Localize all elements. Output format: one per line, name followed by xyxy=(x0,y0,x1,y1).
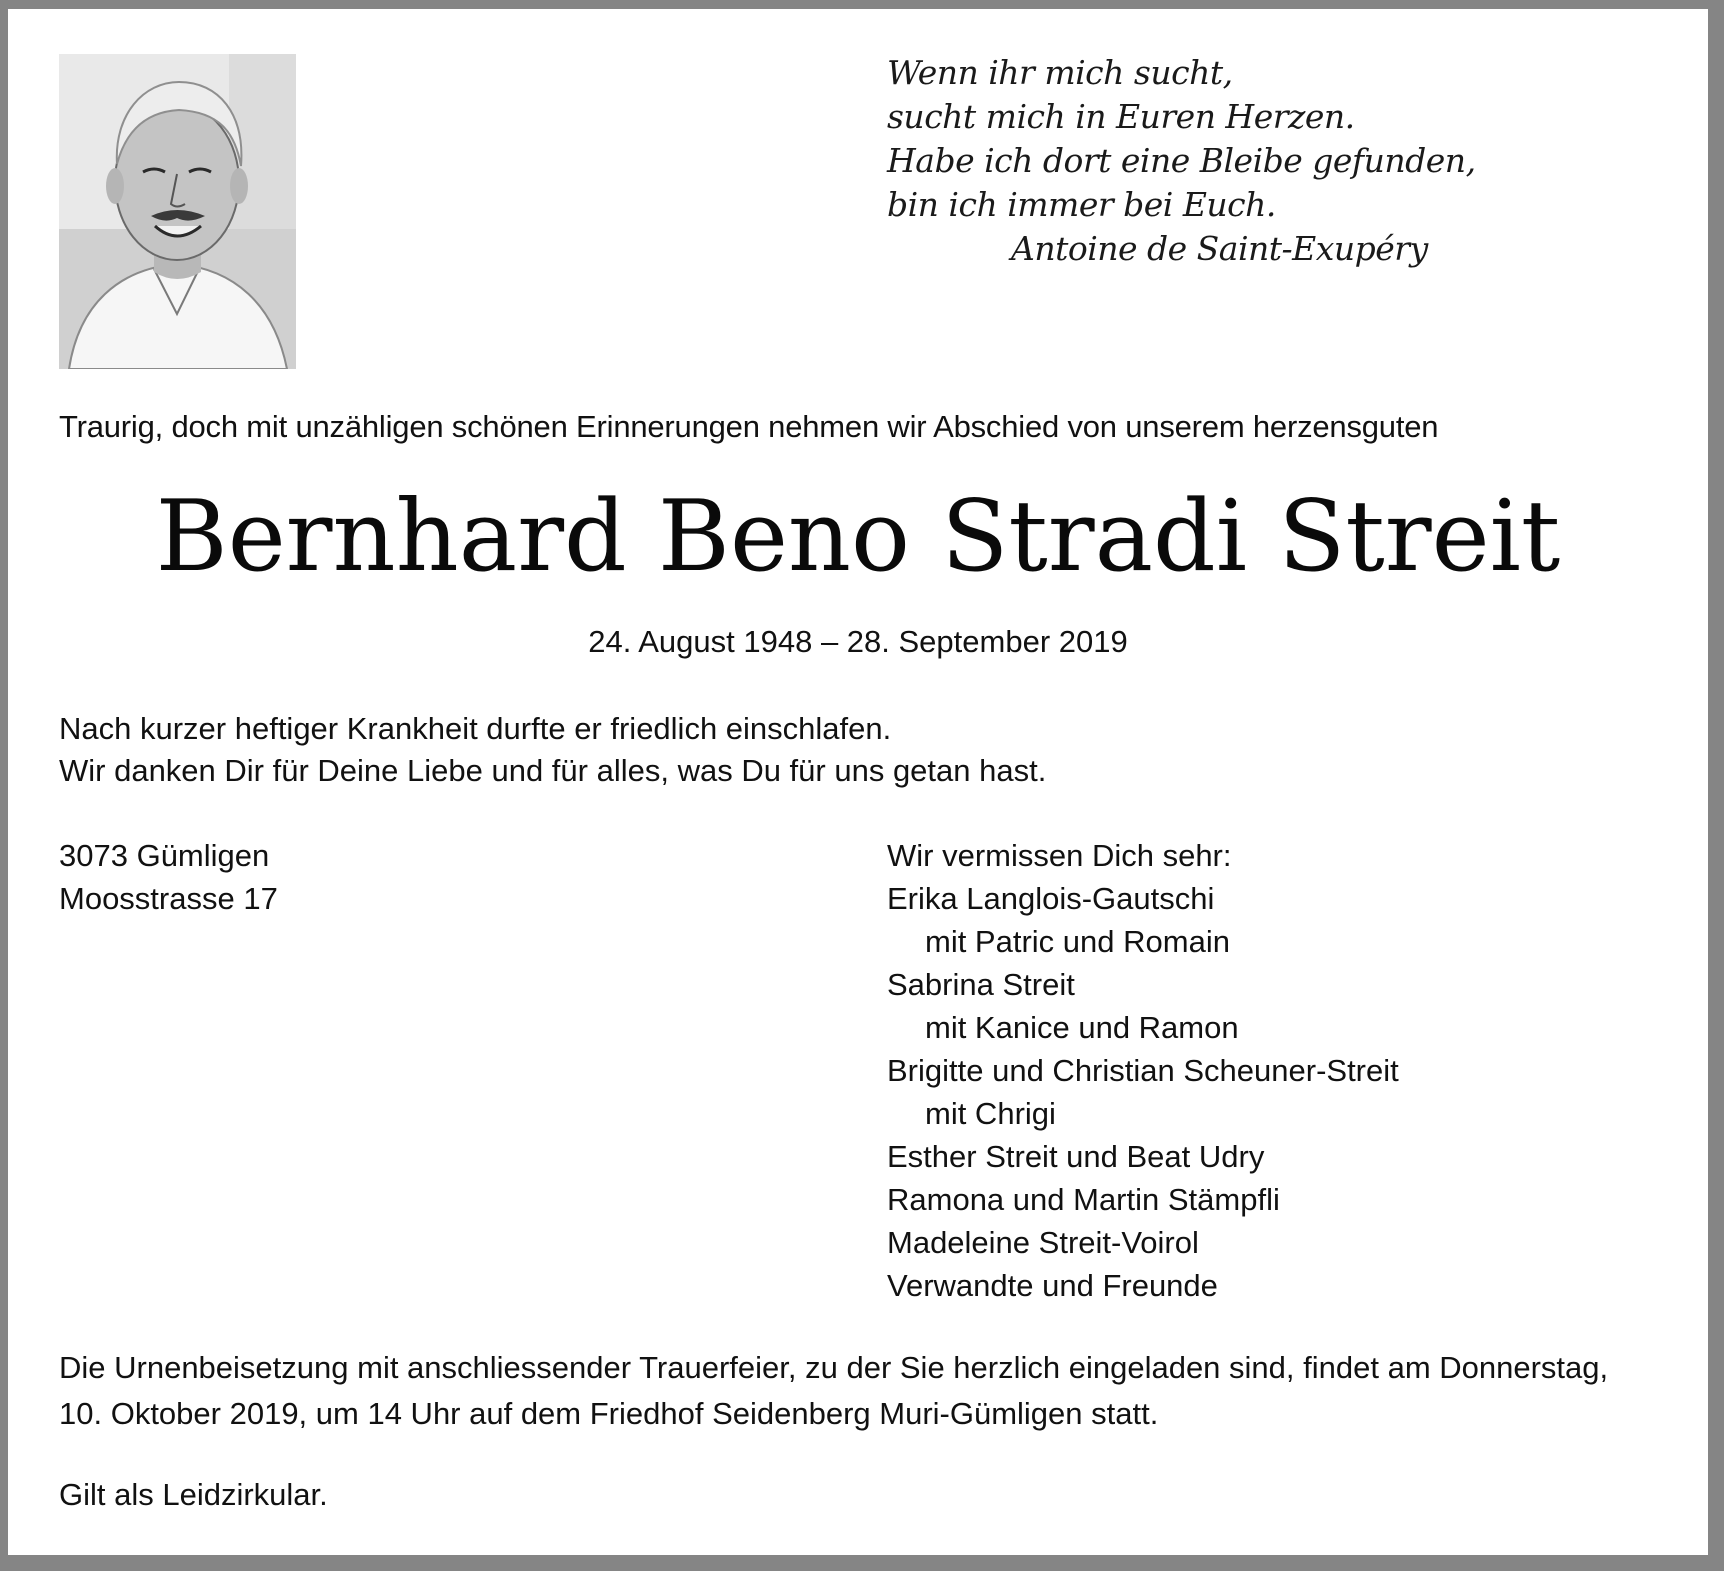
address-line: Moosstrasse 17 xyxy=(59,881,278,916)
mourner-entry: Ramona und Martin Stämpfli xyxy=(887,1182,1280,1217)
intro-text: Traurig, doch mit unzähligen schönen Erinnerungen nehmen wir Abschied von unserem herzensguten xyxy=(59,409,1439,444)
mourner-entry-children: mit Patric und Romain xyxy=(925,924,1230,959)
mourner-entry: Sabrina Streit xyxy=(887,967,1075,1002)
ceremony-notice xyxy=(59,1345,1679,1437)
circular-note: Gilt als Leidzirkular. xyxy=(59,1477,328,1512)
poem-line: Habe ich dort eine Bleibe gefunden, xyxy=(887,141,1476,180)
ceremony-line: Die Urnenbeisetzung mit anschliessender Trauerfeier, zu der Sie herzlich eingeladen sind, findet am Donnerstag, xyxy=(59,1350,1609,1385)
mourner-entry: Esther Streit und Beat Udry xyxy=(887,1139,1265,1174)
mourner-entry: Brigitte und Christian Scheuner-Streit xyxy=(887,1053,1399,1088)
mourners-heading: Wir vermissen Dich sehr: xyxy=(887,838,1232,873)
farewell-message xyxy=(59,708,1046,792)
obituary-notice xyxy=(8,9,1708,1555)
portrait-photo xyxy=(59,54,296,369)
poem-author: Antoine de Saint-Exupéry xyxy=(1011,229,1428,268)
mourners-list xyxy=(887,834,1399,1307)
mourner-entry: Erika Langlois-Gautschi xyxy=(887,881,1215,916)
portrait-image xyxy=(59,54,296,369)
family-address xyxy=(59,834,278,920)
mourner-entry-children: mit Chrigi xyxy=(925,1096,1056,1131)
poem-line: Wenn ihr mich sucht, xyxy=(887,53,1233,92)
life-dates: 24. August 1948 – 28. September 2019 xyxy=(588,624,1128,659)
message-line: Wir danken Dir für Deine Liebe und für alles, was Du für uns getan hast. xyxy=(59,753,1047,788)
poem-quote xyxy=(887,51,1476,271)
poem-line: bin ich immer bei Euch. xyxy=(887,185,1276,224)
ceremony-line: 10. Oktober 2019, um 14 Uhr auf dem Friedhof Seidenberg Muri-Gümligen statt. xyxy=(59,1396,1159,1431)
message-line: Nach kurzer heftiger Krankheit durfte er friedlich einschlafen. xyxy=(59,711,892,746)
address-line: 3073 Gümligen xyxy=(59,838,270,873)
poem-line: sucht mich in Euren Herzen. xyxy=(887,97,1355,136)
mourner-entry-children: mit Kanice und Ramon xyxy=(925,1010,1239,1045)
mourner-entry: Verwandte und Freunde xyxy=(887,1268,1218,1303)
deceased-name: Bernhard Beno Stradi Streit xyxy=(155,480,1561,594)
mourner-entry: Madeleine Streit-Voirol xyxy=(887,1225,1199,1260)
